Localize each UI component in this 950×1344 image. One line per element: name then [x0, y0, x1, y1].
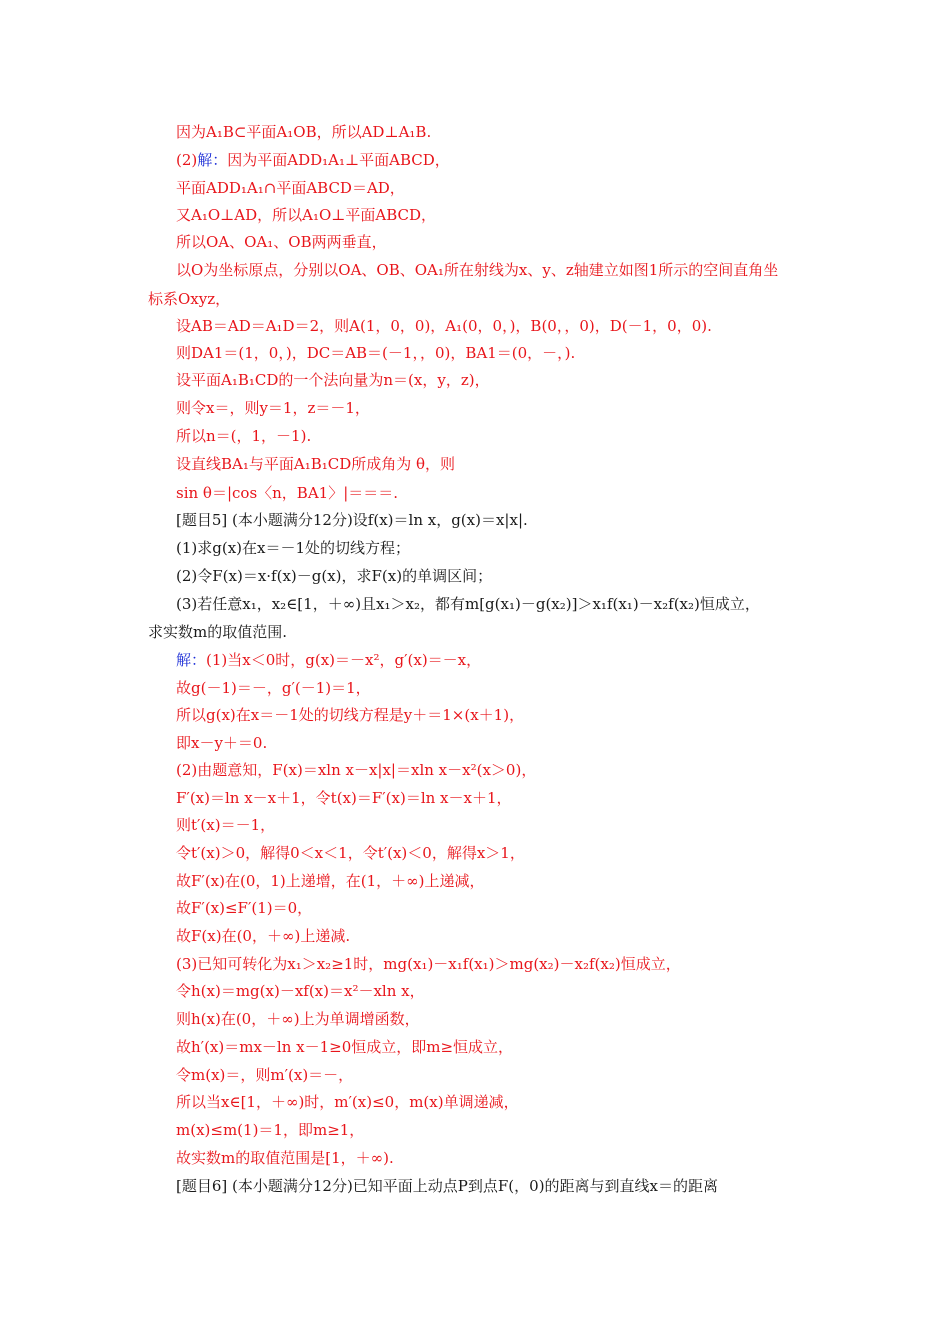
- text-line: [176, 813, 275, 837]
- text-line: [176, 1146, 394, 1170]
- text-line: [176, 368, 490, 392]
- text-line: [176, 1118, 364, 1142]
- text-line: [148, 620, 287, 644]
- text-segment: (2)令F(x)＝x·f(x)－g(x)，求F(x)的单调区间；: [176, 567, 493, 585]
- text-segment: 所以当x∈[1，＋∞)时，m′(x)≤0，m(x)单调递减，: [176, 1093, 519, 1111]
- text-line: [176, 396, 370, 420]
- text-segment: 则DA1＝(1，0，)，DC＝AB＝(－1，，0)，BA1＝(0，－，).: [176, 344, 576, 362]
- text-segment: 令h(x)＝mg(x)－xf(x)＝x²－xln x，: [176, 982, 425, 1000]
- text-segment: F′(x)＝ln x－x＋1，令t(x)＝F′(x)＝ln x－x＋1，: [176, 789, 512, 807]
- text-segment: (2)由题意知，F(x)＝xln x－x|x|＝xln x－x²(x＞0)，: [176, 761, 537, 779]
- text-segment: 故F′(x)在(0，1)上递增，在(1，＋∞)上递减，: [176, 872, 485, 890]
- text-segment: 故g(－1)＝－，g′(－1)＝1，: [176, 679, 371, 697]
- text-segment: (1)求g(x)在x＝－1处的切线方程；: [176, 539, 411, 557]
- text-segment: [题目6] (本小题满分12分)已知平面上动点P到点F(，0)的距离与到直线x＝的距离: [176, 1177, 719, 1195]
- text-line: [176, 508, 528, 532]
- text-segment: m(x)≤m(1)＝1，即m≥1，: [176, 1121, 365, 1139]
- text-line: [176, 676, 371, 700]
- text-segment: 则t′(x)＝－1，: [176, 816, 276, 834]
- text-segment: (3)若任意x₁，x₂∈[1，＋∞)且x₁＞x₂，都有m[g(x₁)－g(x₂)]＞x₁f(x₁)－x₂f(x₂)恒成立，: [176, 595, 760, 613]
- text-segment: 求实数m的取值范围.: [148, 623, 287, 641]
- text-line: [176, 1174, 718, 1198]
- text-segment: 令m(x)＝，则m′(x)＝－，: [176, 1066, 354, 1084]
- text-segment: [题目5] (本小题满分12分)设f(x)＝ln x，g(x)＝x|x|.: [176, 511, 528, 529]
- text-segment: 故实数m的取值范围是[1，＋∞).: [176, 1149, 394, 1167]
- text-segment: 以O为坐标原点，分别以OA、OB、OA₁所在射线为x、y、z轴建立如图1所示的空间直角坐: [176, 261, 779, 279]
- text-line: [176, 979, 425, 1003]
- text-segment: 又A₁O⊥AD，所以A₁O⊥平面ABCD，: [176, 206, 436, 224]
- text-line: [176, 424, 311, 448]
- text-line: [176, 564, 492, 588]
- text-line: [176, 1035, 513, 1059]
- text-line: [176, 786, 512, 810]
- text-line: [176, 841, 525, 865]
- text-segment: 设直线BA₁与平面A₁B₁CD所成角为 θ，则: [176, 455, 456, 473]
- text-segment: sin θ＝|cos〈n，BA1〉|＝＝＝.: [176, 484, 399, 502]
- text-line: [176, 258, 778, 282]
- text-line: [176, 120, 431, 144]
- text-segment: 故F(x)在(0，＋∞)上递减.: [176, 927, 351, 945]
- text-line: [176, 536, 410, 560]
- text-segment: 则h(x)在(0，＋∞)上为单调增函数，: [176, 1010, 420, 1028]
- text-segment: 解：: [197, 151, 228, 169]
- text-line: [176, 592, 760, 616]
- text-segment: (3)已知可转化为x₁＞x₂≥1时，mg(x₁)－x₁f(x₁)＞mg(x₂)－x₂f(x₂)恒成立，: [176, 955, 681, 973]
- text-segment: 平面ADD₁A₁∩平面ABCD＝AD，: [176, 179, 405, 197]
- text-segment: 因为平面ADD₁A₁⊥平面ABCD，: [227, 151, 450, 169]
- text-segment: 所以n＝(，1，－1).: [176, 427, 312, 445]
- text-line: [176, 1007, 420, 1031]
- text-line: [176, 481, 398, 505]
- text-line: [176, 731, 267, 755]
- text-line: [176, 869, 485, 893]
- text-segment: 故F′(x)≤F′(1)＝0，: [176, 899, 313, 917]
- text-segment: 令t′(x)＞0，解得0＜x＜1，令t′(x)＜0，解得x＞1，: [176, 844, 525, 862]
- text-line: [176, 924, 350, 948]
- text-segment: (2): [176, 151, 198, 169]
- text-line: [176, 758, 536, 782]
- text-segment: 故h′(x)＝mx－ln x－1≥0恒成立，即m≥恒成立，: [176, 1038, 514, 1056]
- text-segment: 解：: [176, 651, 207, 669]
- text-line: [176, 703, 524, 727]
- text-segment: 即x－y＋＝0.: [176, 734, 268, 752]
- text-segment: 所以OA、OA₁、OB两两垂直，: [176, 233, 387, 251]
- text-segment: 设AB＝AD＝A₁D＝2，则A(1，0，0)，A₁(0，0，)，B(0，，0)，D(－1，0，0).: [176, 317, 712, 335]
- text-line: [176, 203, 436, 227]
- text-line: [176, 314, 712, 338]
- text-segment: 标系Oxyz，: [148, 290, 231, 308]
- text-line: [176, 1063, 353, 1087]
- text-line: [176, 148, 450, 172]
- text-line: [176, 896, 312, 920]
- text-line: [176, 230, 387, 254]
- text-line: [176, 176, 405, 200]
- text-line: [176, 952, 681, 976]
- text-line: [176, 341, 575, 365]
- text-segment: (1)当x＜0时，g(x)＝－x²，g′(x)＝－x，: [206, 651, 482, 669]
- text-segment: 因为A₁B⊂平面A₁OB，所以AD⊥A₁B.: [176, 123, 432, 141]
- text-line: [148, 287, 230, 311]
- text-line: [176, 1090, 519, 1114]
- text-line: [176, 648, 481, 672]
- text-segment: 设平面A₁B₁CD的一个法向量为n＝(x，y，z)，: [176, 371, 490, 389]
- text-segment: 则令x＝，则y＝1，z＝－1，: [176, 399, 370, 417]
- text-line: [176, 452, 455, 476]
- text-segment: 所以g(x)在x＝－1处的切线方程是y＋＝1×(x＋1)，: [176, 706, 525, 724]
